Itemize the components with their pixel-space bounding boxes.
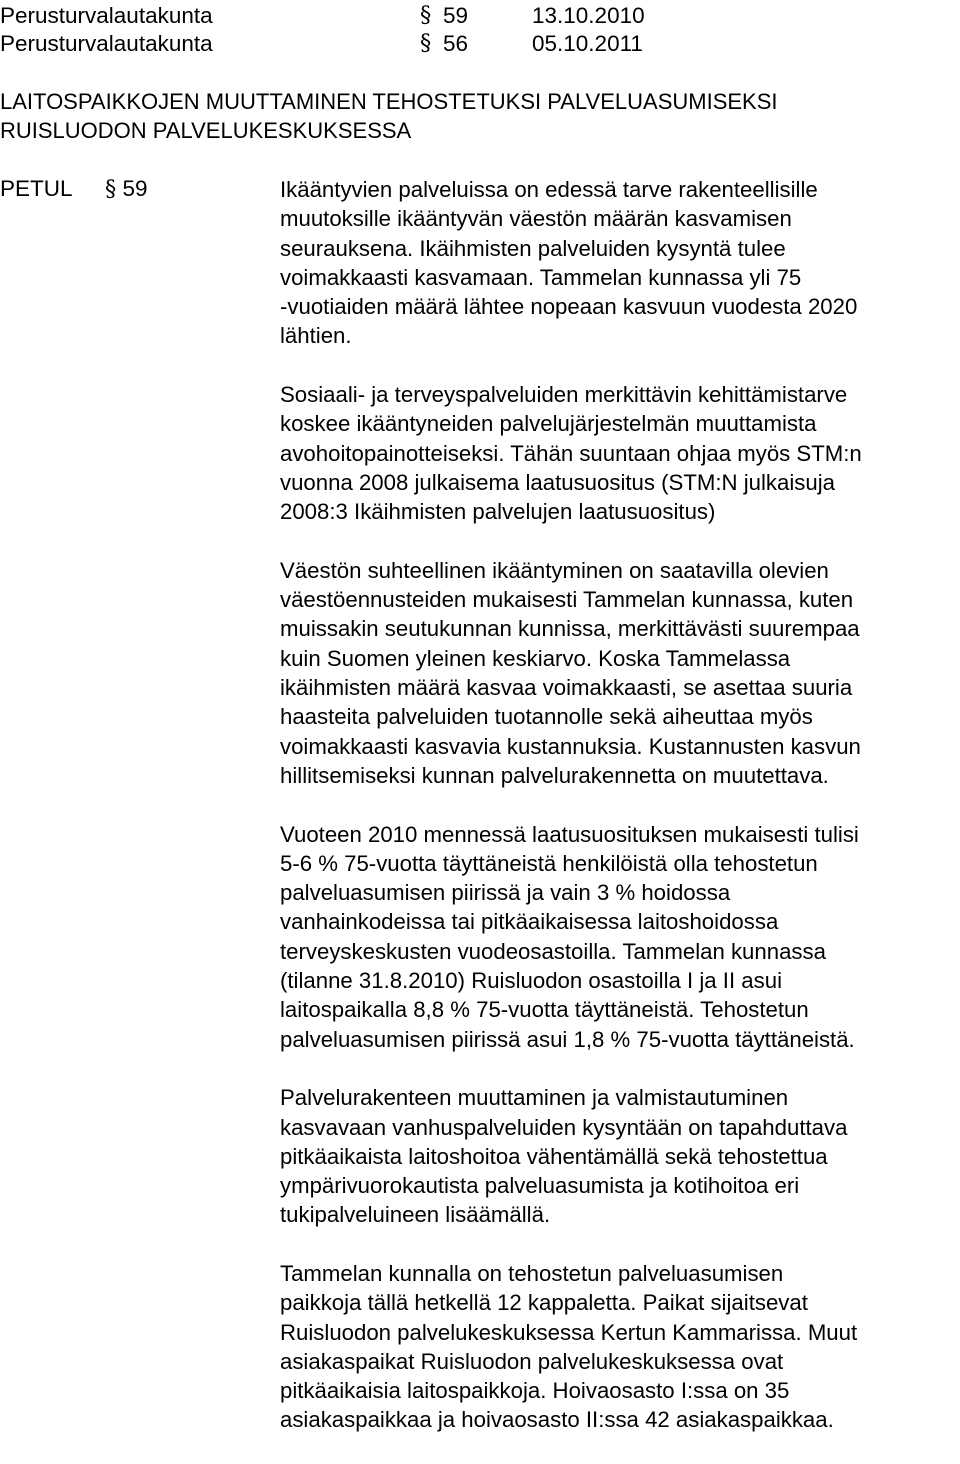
paragraph (280, 380, 958, 526)
committee-name: Perusturvalautakunta (0, 31, 213, 56)
section-label (0, 174, 148, 204)
text-line: Vuoteen 2010 mennessä laatusuosituksen mukaisesti tulisi (280, 821, 859, 847)
text-line: vanhainkodeissa tai pitkäaikaisessa laitoshoidossa (280, 909, 779, 935)
text-line: hillitsemiseksi kunnan palvelurakennetta on muutettava. (280, 762, 829, 788)
title-line: LAITOSPAIKKOJEN MUUTTAMINEN TEHOSTETUKSI PALVELUASUMISEKSI (0, 89, 778, 114)
text-line: palveluasumisen piirissä asui 1,8 % 75-vuotta täyttäneistä. (280, 1026, 855, 1052)
text-line: pitkäaikaisia laitospaikkoja. Hoivaosasto I:ssa on 35 (280, 1378, 790, 1404)
body-text (280, 175, 958, 1464)
paragraph (280, 556, 958, 790)
paragraph (280, 820, 958, 1054)
text-line: Palvelurakenteen muuttaminen ja valmistautuminen (280, 1085, 789, 1111)
text-line: koskee ikääntyneiden palvelujärjestelmän muuttamista (280, 411, 817, 437)
section-sign: § (420, 30, 432, 56)
text-line: 2008:3 Ikäihmisten palvelujen laatusuositus) (280, 499, 716, 525)
document-title (0, 88, 778, 145)
section-number: 59 (122, 176, 148, 201)
text-line: muutoksille ikääntyvän väestön määrän kasvamisen (280, 206, 792, 232)
section-code: PETUL (0, 176, 73, 201)
text-line: avohoitopainotteiseksi. Tähän suuntaan ohjaa myös STM:n (280, 440, 862, 466)
section-sign: § (420, 2, 432, 28)
meeting-reference-1 (0, 2, 700, 29)
meeting-date: 13.10.2010 (532, 3, 645, 28)
text-line: Sosiaali- ja terveyspalveluiden merkittävin kehittämistarve (280, 382, 848, 408)
committee-name: Perusturvalautakunta (0, 3, 213, 28)
section-number: 59 (443, 3, 469, 28)
text-line: asiakaspaikat Ruisluodon palvelukeskuksessa ovat (280, 1348, 784, 1374)
text-line: Väestön suhteellinen ikääntyminen on saatavilla olevien (280, 557, 829, 583)
text-line: terveyskeskusten vuodeosastoilla. Tammelan kunnassa (280, 938, 826, 964)
text-line: Ikääntyvien palveluissa on edessä tarve rakenteellisille (280, 177, 818, 202)
text-line: pitkäaikaista laitoshoitoa vähentämällä sekä tehostettua (280, 1143, 828, 1169)
section-sign: § (105, 176, 117, 202)
text-line: kasvavaan vanhuspalveluiden kysyntään on tapahduttava (280, 1114, 848, 1140)
text-line: muissakin seutukunnan kunnissa, merkittävästi suurempaa (280, 616, 860, 642)
text-line: Tammelan kunnalla on tehostetun palveluasumisen (280, 1260, 784, 1286)
paragraph (280, 1259, 958, 1435)
text-line: Ruisluodon palvelukeskuksessa Kertun Kammarissa. Muut (280, 1319, 858, 1345)
text-line: vuonna 2008 julkaisema laatusuositus (STM:N julkaisuja (280, 469, 835, 495)
text-line: -vuotiaiden määrä lähtee nopeaan kasvuun vuodesta 2020 (280, 294, 858, 320)
text-line: paikkoja tällä hetkellä 12 kappaletta. Paikat sijaitsevat (280, 1290, 808, 1316)
text-line: laitospaikalla 8,8 % 75-vuotta täyttäneistä. Tehostetun (280, 997, 809, 1023)
text-line: (tilanne 31.8.2010) Ruisluodon osastoilla I ja II asui (280, 968, 782, 994)
text-line: 5-6 % 75-vuotta täyttäneistä henkilöistä olla tehostetun (280, 850, 818, 876)
paragraph (280, 175, 958, 351)
title-line: RUISLUODON PALVELUKESKUKSESSA (0, 117, 412, 143)
text-line: ikäihmisten määrä kasvaa voimakkaasti, se asettaa suuria (280, 675, 853, 701)
text-line: lähtien. (280, 323, 352, 349)
text-line: ympärivuorokautista palveluasumista ja kotihoitoa eri (280, 1173, 800, 1199)
section-number: 56 (443, 31, 469, 56)
meeting-reference-2 (0, 30, 700, 57)
paragraph (280, 1083, 958, 1229)
text-line: asiakaspaikkaa ja hoivaosasto II:ssa 42 asiakaspaikkaa. (280, 1407, 834, 1433)
text-line: kuin Suomen yleinen keskiarvo. Koska Tammelassa (280, 645, 791, 671)
text-line: voimakkaasti kasvavia kustannuksia. Kustannusten kasvun (280, 733, 861, 759)
text-line: seurauksena. Ikäihmisten palveluiden kysyntä tulee (280, 235, 786, 261)
text-line: väestöennusteiden mukaisesti Tammelan kunnassa, kuten (280, 587, 854, 613)
text-line: haasteita palveluiden tuotannolle sekä aiheuttaa myös (280, 704, 813, 730)
text-line: palveluasumisen piirissä ja vain 3 % hoidossa (280, 880, 731, 906)
text-line: voimakkaasti kasvamaan. Tammelan kunnassa yli 75 (280, 264, 802, 290)
text-line: tukipalveluineen lisäämällä. (280, 1202, 551, 1228)
meeting-date: 05.10.2011 (532, 31, 643, 56)
